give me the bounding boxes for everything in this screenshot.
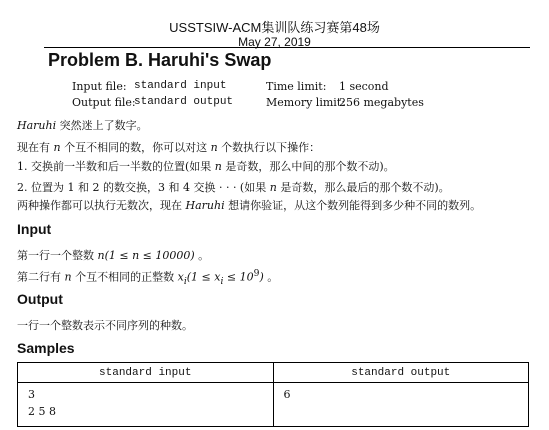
samples-section-title: Samples bbox=[17, 340, 75, 356]
math-subscript: i bbox=[183, 275, 187, 287]
output-section-title: Output bbox=[17, 291, 63, 307]
math-superscript: 9 bbox=[253, 268, 260, 279]
math-range: ≤ 10 bbox=[223, 270, 254, 284]
math-n-range: n(1 ≤ n ≤ 10000) bbox=[97, 249, 195, 262]
text-fragment: 个互不相同的数，你可以对这 bbox=[60, 141, 211, 154]
operation-1 bbox=[17, 158, 395, 174]
memory-limit-label: Memory limit: bbox=[266, 96, 345, 109]
text-fragment: 是奇数，那么中间的那个数不动)。 bbox=[221, 160, 395, 173]
input-line-2 bbox=[17, 268, 278, 287]
operation-2 bbox=[17, 179, 450, 195]
time-limit-value: 1 second bbox=[339, 80, 389, 93]
math-n: n bbox=[269, 181, 277, 194]
text-fragment: 是奇数，那么最后的那个数不动)。 bbox=[276, 181, 450, 194]
samples-data-row bbox=[18, 383, 529, 427]
output-file-value: standard output bbox=[134, 96, 234, 108]
text-fragment: 1. 交换前一半数和后一半数的位置(如果 bbox=[17, 160, 215, 173]
header-divider bbox=[44, 47, 530, 48]
sample-input-line: 3 bbox=[28, 388, 35, 401]
sample-output-line: 6 bbox=[283, 388, 291, 401]
text-fragment: 个数执行以下操作： bbox=[217, 141, 321, 154]
input-line-1 bbox=[17, 247, 209, 263]
text-fragment: 2. 位置为 1 和 2 的数交换，3 和 4 交换 · · · (如果 bbox=[17, 181, 270, 194]
time-limit-label: Time limit: bbox=[266, 80, 327, 93]
text-fragment: 现在有 bbox=[17, 141, 54, 154]
math-n: n bbox=[214, 160, 222, 173]
memory-limit-value: 256 megabytes bbox=[339, 96, 424, 109]
name-haruhi: Haruhi bbox=[185, 199, 225, 212]
input-file-value: standard input bbox=[134, 80, 227, 92]
text-fragment: 突然迷上了数字。 bbox=[56, 119, 148, 132]
text-fragment: 第二行有 bbox=[17, 270, 65, 284]
text-fragment: 。 bbox=[194, 249, 210, 262]
text-fragment: 第一行一个整数 bbox=[17, 249, 98, 262]
contest-date: May 27, 2019 bbox=[238, 35, 311, 49]
text-fragment: 个互不相同的正整数 bbox=[71, 270, 178, 284]
problem-title: Problem B. Haruhi's Swap bbox=[48, 50, 272, 70]
math-range: (1 ≤ x bbox=[186, 270, 221, 284]
input-file-label: Input file: bbox=[72, 80, 127, 93]
text-fragment: 。 bbox=[263, 270, 279, 284]
math-range: ) bbox=[259, 270, 264, 284]
statement-paragraph-2 bbox=[17, 139, 320, 155]
statement-paragraph-3 bbox=[17, 197, 481, 213]
math-n: n bbox=[210, 141, 218, 154]
name-haruhi: Haruhi bbox=[17, 119, 57, 132]
math-n: n bbox=[53, 141, 61, 154]
sample-input-header: standard input bbox=[18, 363, 274, 383]
text-fragment: 想请你验证，从这个数列能得到多少种不同的数列。 bbox=[224, 199, 482, 212]
sample-output-cell bbox=[273, 383, 529, 427]
output-file-label: Output file: bbox=[72, 96, 136, 109]
output-line-1: 一行一个整数表示不同序列的种数。 bbox=[17, 319, 193, 332]
sample-output-header: standard output bbox=[273, 363, 529, 383]
math-n: n bbox=[64, 270, 72, 284]
samples-header-row bbox=[18, 363, 529, 383]
samples-table bbox=[17, 362, 529, 427]
sample-input-cell bbox=[18, 383, 274, 427]
math-subscript: i bbox=[220, 275, 224, 287]
input-section-title: Input bbox=[17, 221, 52, 237]
math-x: x bbox=[177, 270, 184, 284]
contest-header: USSTSIW-ACM集训队练习赛第48场 bbox=[169, 20, 380, 35]
text-fragment: 两种操作都可以执行无数次，现在 bbox=[17, 199, 186, 212]
statement-paragraph-1 bbox=[17, 117, 148, 133]
sample-input-line: 2 5 8 bbox=[28, 405, 56, 418]
